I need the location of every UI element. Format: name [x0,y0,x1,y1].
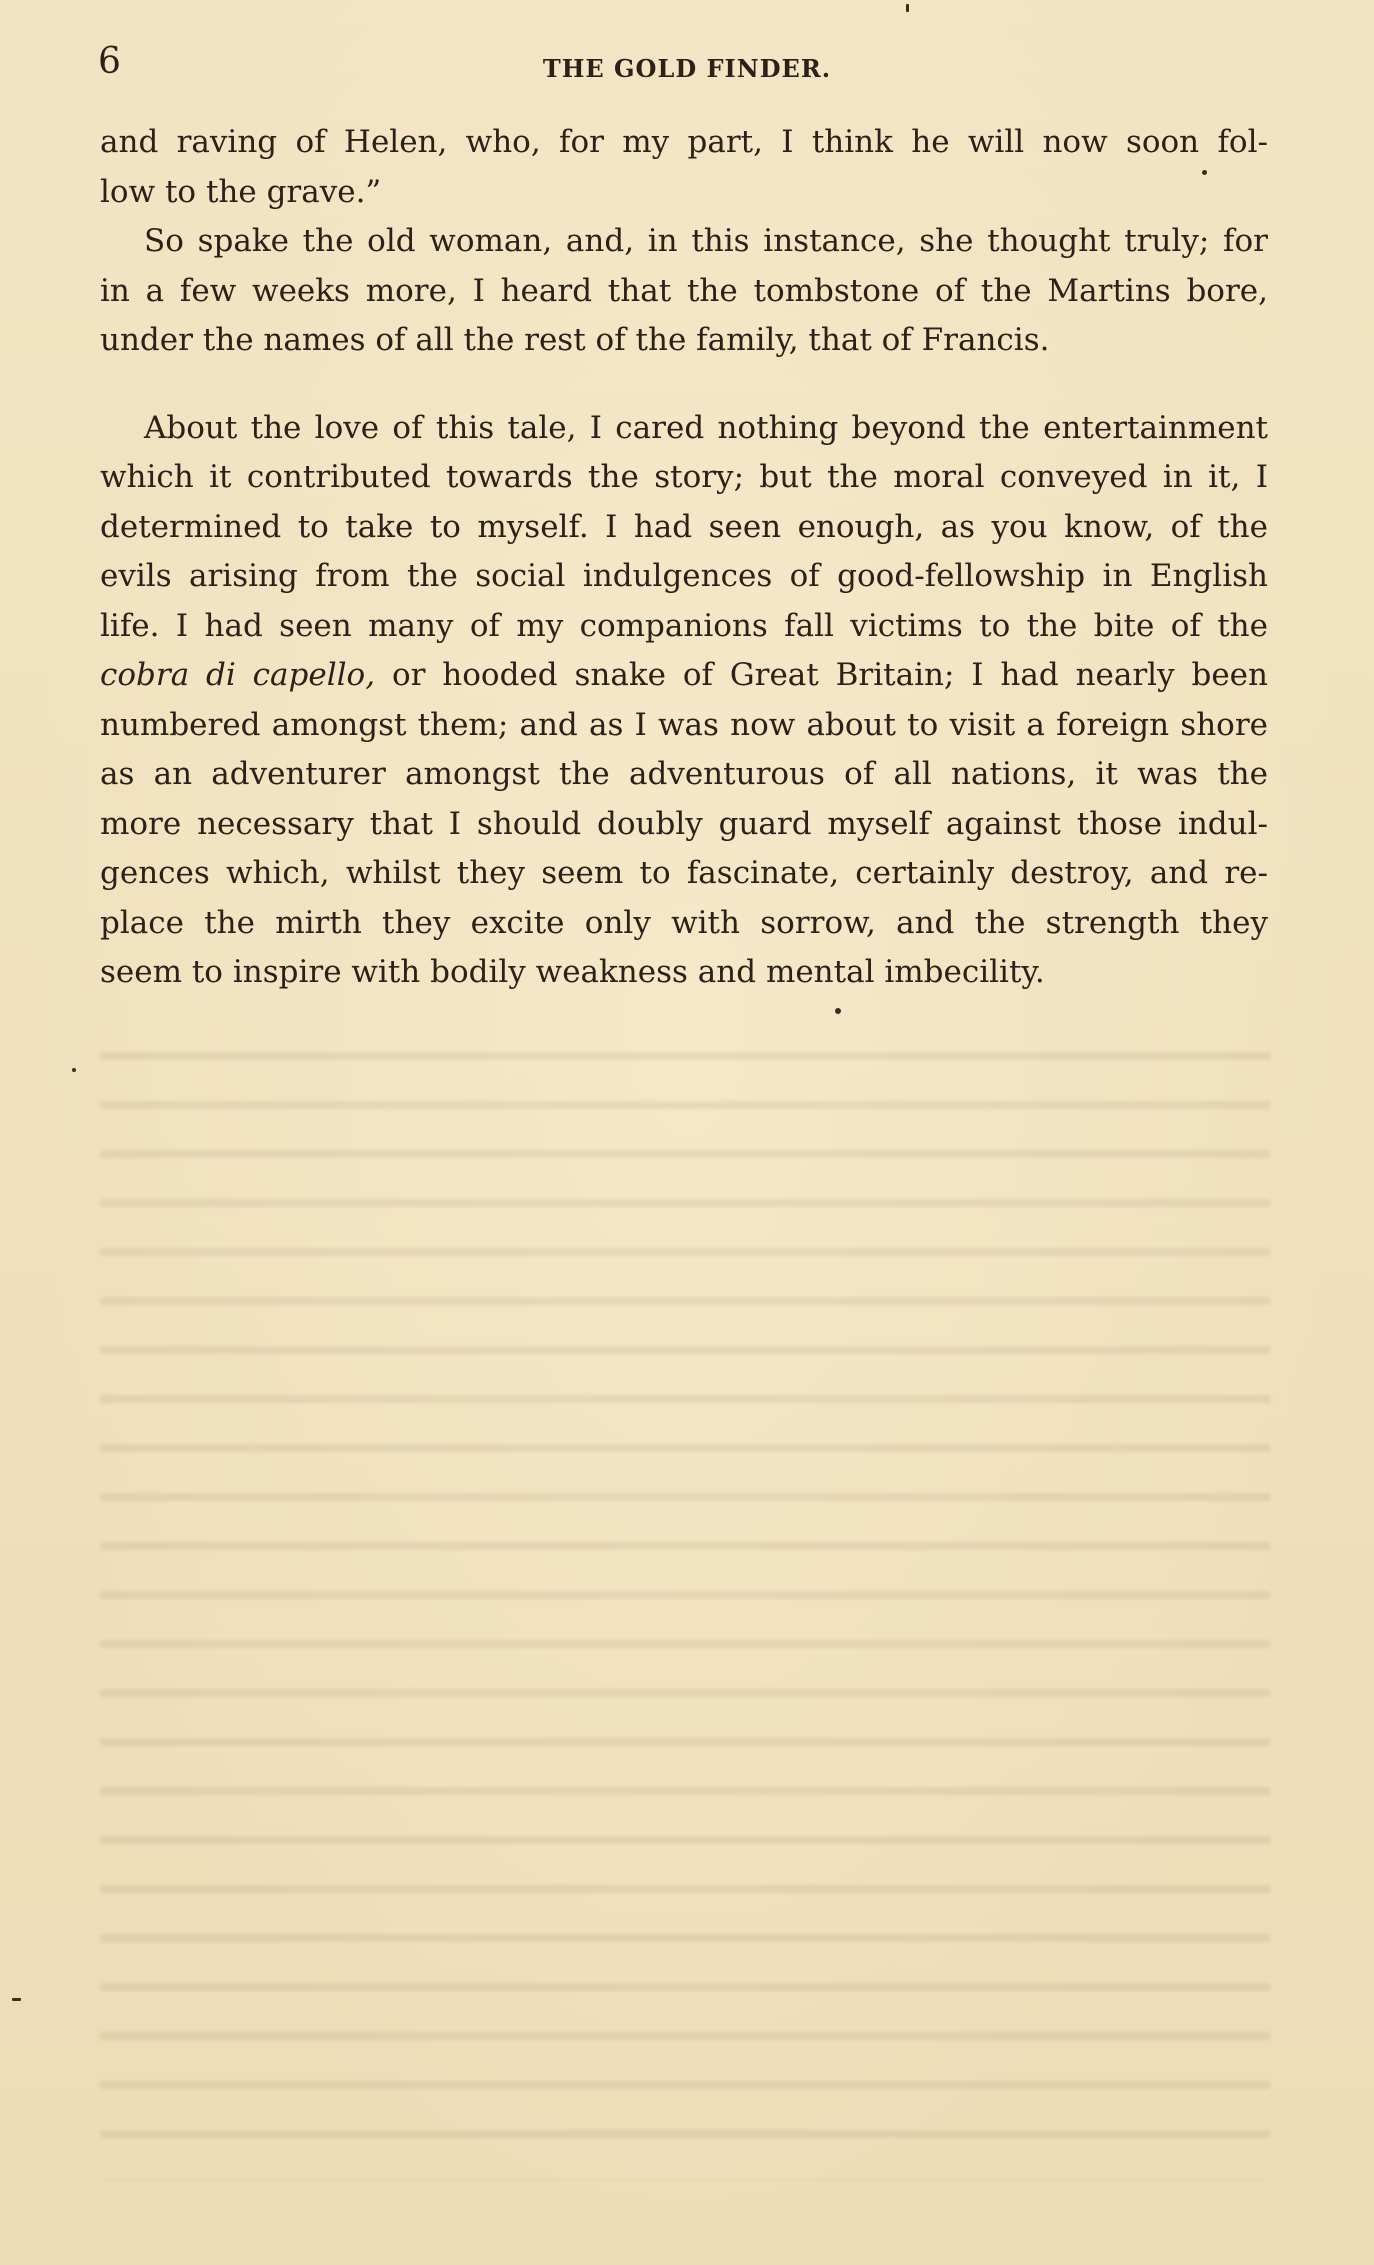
ink-speck [1202,170,1207,175]
text-line-rest: or hooded snake of Great Britain; I had nearly been [375,657,1268,693]
text-line: seem to inspire with bodily weakness and mental imbecility. [100,954,1045,990]
text-line: So spake the old woman, and, in this instance, she thought truly; for [144,223,1268,259]
text-line [100,651,1268,701]
text-line: under the names of all the rest of the family, that of Francis. [100,322,1050,358]
text-line: in a few weeks more, I heard that the tombstone of the Martins bore, [100,272,1268,309]
page-number: 6 [98,41,121,82]
ink-speck [835,1008,841,1014]
text-line: low to the grave.” [100,173,382,210]
show-through-text [100,1040,1270,2180]
text-line: more necessary that I should doubly guard myself against those indul- [100,805,1268,842]
text-line: determined to take to myself. I had seen enough, as you know, of the [100,508,1268,545]
text-line: place the mirth they excite only with sorrow, and the strength they [100,904,1268,941]
running-head: THE GOLD FINDER. [542,54,832,83]
text-line: numbered amongst them; and as I was now about to visit a foreign shore [100,706,1268,743]
ink-speck [72,1068,76,1072]
text-line: life. I had seen many of my companions fall victims to the bite of the [100,607,1268,644]
text-line: as an adventurer amongst the adventurous of all nations, it was the [100,756,1268,792]
text-line: and raving of Helen, who, for my part, I think he will now soon fol- [100,124,1268,160]
text-line: About the love of this tale, I cared nothing beyond the entertainment [144,409,1268,446]
body-text [100,118,1268,998]
text-line: which it contributed towards the story; but the moral conveyed in it, I [100,459,1268,495]
text-line: evils arising from the social indulgences of good-fellowship in English [100,558,1268,594]
text-line: gences which, whilst they seem to fascinate, certainly destroy, and re- [100,855,1268,891]
paragraph-gap [100,366,1268,404]
italic-phrase: cobra di capello, [100,657,376,693]
ink-speck [12,1998,21,2001]
ink-speck [906,4,909,12]
